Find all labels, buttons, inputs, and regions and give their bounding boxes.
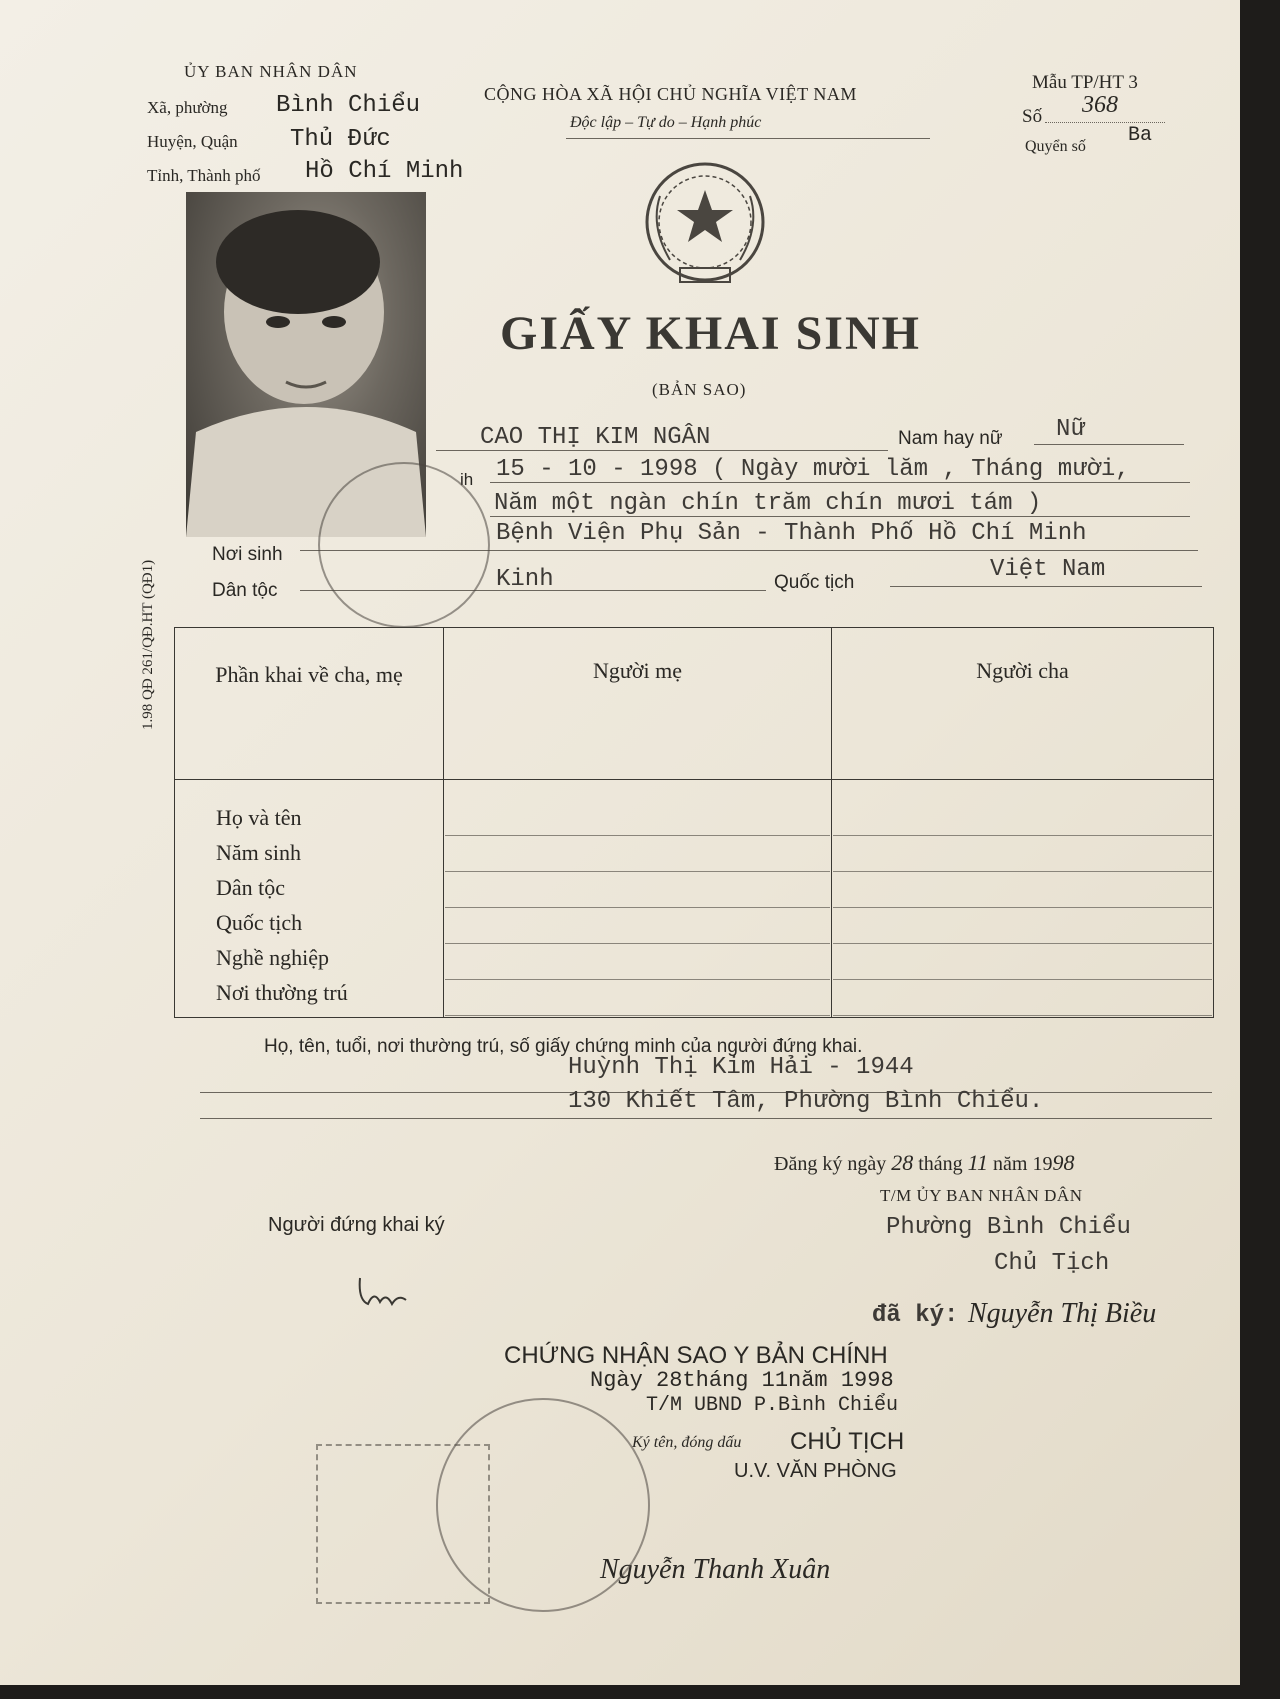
city-value: Hồ Chí Minh bbox=[305, 158, 464, 185]
certification-signature: Nguyễn Thanh Xuân bbox=[600, 1554, 831, 1585]
dob-line-2: Năm một ngàn chín trăm chín mươi tám ) bbox=[494, 490, 1042, 517]
col-header-mother: Người mẹ bbox=[444, 628, 832, 780]
registration-year-label: năm 19 bbox=[993, 1153, 1053, 1175]
gender-line bbox=[1034, 444, 1184, 445]
nationality-line bbox=[890, 586, 1202, 587]
col-header-father: Người cha bbox=[832, 628, 1214, 780]
nationality-label: Quốc tịch bbox=[774, 572, 855, 593]
declarant-line-1: Huỳnh Thị Kim Hải - 1944 bbox=[568, 1054, 914, 1081]
ward-label: Xã, phường bbox=[147, 98, 228, 117]
book-label: Quyển số bbox=[1025, 138, 1086, 155]
row-label-birth-year: Năm sinh bbox=[216, 840, 301, 865]
number-line bbox=[1045, 122, 1165, 123]
row-label-occupation: Nghề nghiệp bbox=[216, 945, 330, 970]
certification-title: CHỨNG NHẬN SAO Y BẢN CHÍNH bbox=[504, 1342, 888, 1369]
name-line bbox=[436, 450, 888, 451]
registration-month-label: tháng bbox=[918, 1153, 963, 1175]
birthplace-value: Bệnh Viện Phụ Sản - Thành Phố Hồ Chí Minh bbox=[496, 520, 1087, 547]
motto: Độc lập – Tự do – Hạnh phúc bbox=[570, 114, 762, 131]
certification-date: Ngày 28tháng 11năm 1998 bbox=[590, 1368, 894, 1393]
declarant-label: Họ, tên, tuổi, nơi thường trú, số giấy chứng minh của người đứng khai. bbox=[264, 1036, 863, 1057]
ethnicity-value: Kinh bbox=[496, 566, 554, 593]
gender-value: Nữ bbox=[1056, 416, 1085, 443]
registration-day: 28 bbox=[891, 1150, 914, 1175]
document-title: GIẤY KHAI SINH bbox=[500, 307, 921, 360]
declarant-line-2-rule bbox=[200, 1118, 1212, 1119]
father-column bbox=[832, 780, 1214, 1018]
registration-month: 11 bbox=[967, 1150, 989, 1175]
registration-ward: Phường Bình Chiểu bbox=[886, 1214, 1131, 1241]
registration-date bbox=[774, 1150, 1074, 1176]
motto-underline bbox=[566, 138, 930, 139]
chairman-signature: Nguyễn Thị Biều bbox=[968, 1298, 1157, 1329]
registration-year: 98 bbox=[1052, 1150, 1075, 1175]
ethnicity-label: Dân tộc bbox=[212, 580, 278, 601]
number-value: 368 bbox=[1082, 92, 1118, 118]
national-emblem-icon bbox=[630, 156, 780, 296]
republic-heading: CỘNG HÒA XÃ HỘI CHỦ NGHĨA VIỆT NAM bbox=[484, 84, 857, 104]
document-subtitle: (BẢN SAO) bbox=[652, 380, 747, 399]
certification-office: U.V. VĂN PHÒNG bbox=[734, 1460, 897, 1482]
certification-position: CHỦ TỊCH bbox=[790, 1428, 905, 1455]
nationality-value: Việt Nam bbox=[990, 556, 1106, 583]
district-value: Thủ Đức bbox=[290, 126, 391, 153]
form-code: Mẫu TP/HT 3 bbox=[1032, 72, 1138, 93]
row-label-nationality: Quốc tịch bbox=[216, 910, 303, 935]
number-label: Số bbox=[1022, 106, 1043, 127]
book-value: Ba bbox=[1128, 124, 1153, 147]
parents-table bbox=[174, 627, 1214, 1018]
certification-sign-label: Ký tên, đóng dấu bbox=[632, 1434, 742, 1451]
row-labels-cell bbox=[175, 780, 444, 1018]
registration-position: Chủ Tịch bbox=[994, 1250, 1110, 1277]
district-label: Huyện, Quận bbox=[147, 132, 238, 151]
dob-line-2-rule bbox=[490, 516, 1190, 517]
dob-line-1-rule bbox=[490, 482, 1190, 483]
registration-authority: T/M ỦY BAN NHÂN DÂN bbox=[880, 1186, 1083, 1205]
declarant-signature-mark bbox=[354, 1270, 414, 1320]
child-name: CAO THỊ KIM NGÂN bbox=[480, 424, 711, 451]
declarant-sign-label: Người đứng khai ký bbox=[268, 1214, 445, 1236]
city-label: Tỉnh, Thành phố bbox=[147, 166, 261, 185]
ward-value: Bình Chiểu bbox=[276, 92, 421, 119]
committee-label: ỦY BAN NHÂN DÂN bbox=[184, 62, 358, 81]
row-label-full-name: Họ và tên bbox=[216, 805, 302, 830]
registration-date-prefix: Đăng ký ngày bbox=[774, 1153, 887, 1175]
row-label-ethnicity: Dân tộc bbox=[216, 875, 286, 900]
certification-stamp-box bbox=[316, 1444, 490, 1604]
declarant-line-2: 130 Khiết Tâm, Phường Bình Chiểu. bbox=[568, 1088, 1044, 1115]
dob-label-fragment: ih bbox=[460, 470, 474, 489]
certification-authority: T/M UBND P.Bình Chiểu bbox=[646, 1394, 899, 1417]
ward-seal-stamp bbox=[318, 462, 490, 628]
mother-column bbox=[444, 780, 832, 1018]
gender-label: Nam hay nữ bbox=[898, 428, 1003, 449]
dob-line-1: 15 - 10 - 1998 ( Ngày mười lăm , Tháng mười, bbox=[496, 456, 1130, 483]
side-form-reference: 1.98 QĐ 261/QĐ.HT (QĐ1) bbox=[140, 559, 156, 730]
signed-label: đã ký: bbox=[872, 1302, 959, 1329]
birthplace-label: Nơi sinh bbox=[212, 544, 283, 565]
row-label-residence: Nơi thường trú bbox=[216, 980, 348, 1005]
col-header-parents-info: Phần khai về cha, mẹ bbox=[175, 628, 444, 780]
